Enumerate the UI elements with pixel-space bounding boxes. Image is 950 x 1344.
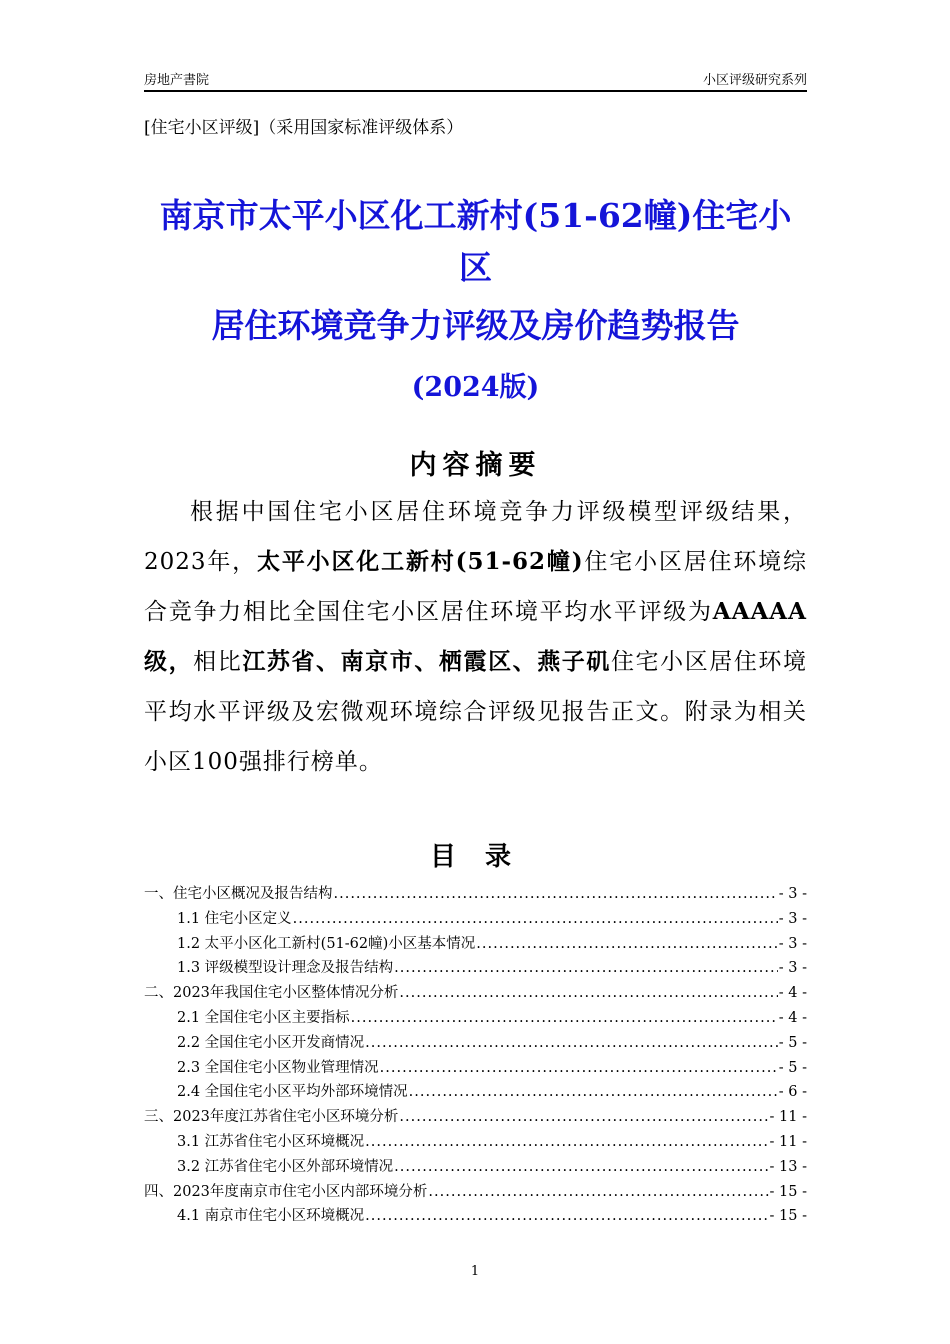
toc-entry-label: 1.2 太平小区化工新村(51-62幢)小区基本情况 — [177, 935, 476, 952]
toc-entry-label: 三、2023年度江苏省住宅小区环境分析 — [144, 1109, 399, 1126]
toc-entry-page: - 4 - — [778, 985, 807, 1002]
abstract-heading: 内容摘要 — [409, 450, 542, 481]
page-number: 1 — [470, 1264, 480, 1279]
toc-leader-dots — [334, 882, 778, 907]
toc-leader-dots — [428, 1180, 768, 1205]
abstract-community-name: 太平小区化工新村(51-62幢) — [257, 548, 584, 575]
toc-entry-label: 1.3 评级模型设计理念及报告结构 — [177, 960, 394, 977]
toc-leader-dots — [365, 1130, 768, 1155]
toc-entry-label: 2.1 全国住宅小区主要指标 — [177, 1009, 350, 1026]
toc-leader-dots — [409, 1080, 778, 1105]
toc-entry[interactable] — [144, 1105, 807, 1130]
abstract-rating: AAAAA级， — [144, 598, 807, 675]
toc-leader-dots — [293, 907, 778, 932]
toc-entry-label: 2.3 全国住宅小区物业管理情况 — [177, 1059, 379, 1076]
header-publisher: 房地产書院 — [144, 73, 210, 88]
toc-entry-label: 2.4 全国住宅小区平均外部环境情况 — [177, 1084, 408, 1101]
report-title-line2: 居住环境竞争力评级及房价趋势报告 — [211, 306, 740, 345]
toc-entry-page: - 15 - — [769, 1208, 807, 1225]
toc-leader-dots — [399, 1105, 768, 1130]
page-header — [144, 66, 807, 92]
header-series: 小区评级研究系列 — [702, 73, 807, 88]
toc-leader-dots — [476, 932, 777, 957]
abstract-text: 住宅小区居住环境平均水平评级及宏微观环境综合评级见报告正文。附录为相关小区100强排行榜单。 — [144, 649, 808, 775]
toc-entry-page: - 3 - — [778, 960, 807, 977]
toc-entry-page: - 11 - — [769, 1109, 807, 1126]
report-edition: (2024版) — [411, 372, 540, 403]
abstract-text: 住宅小区居住环境综合竞争力相比全国住宅小区居住环境平均水平评级为 — [144, 549, 808, 625]
toc-entry-label: 一、住宅小区概况及报告结构 — [144, 886, 333, 902]
toc-entry[interactable] — [144, 1155, 807, 1180]
toc-leader-dots — [365, 1031, 778, 1056]
toc-entry-page: - 3 - — [778, 935, 807, 952]
report-title-line1: 南京市太平小区化工新村(51-62幢)住宅小区 — [159, 196, 792, 287]
toc-entry-page: - 5 - — [778, 1034, 807, 1051]
toc-entry-label: 4.1 南京市住宅小区环境概况 — [177, 1208, 365, 1225]
toc-entry-label: 1.1 住宅小区定义 — [177, 910, 292, 927]
toc-leader-dots — [394, 956, 778, 981]
toc-entry-page: - 13 - — [769, 1158, 807, 1175]
toc-leader-dots — [351, 1006, 778, 1031]
toc-entry-label: 3.2 江苏省住宅小区外部环境情况 — [177, 1158, 394, 1175]
abstract-text: 根据中国住宅小区居住环境竞争力评级模型评级结果，2023年， — [144, 499, 807, 575]
toc-entry[interactable] — [144, 1080, 807, 1105]
abstract-paragraph — [144, 487, 807, 787]
toc-entry[interactable] — [144, 1006, 807, 1031]
toc-entry-page: - 3 - — [778, 910, 807, 927]
toc-entry[interactable] — [144, 1204, 807, 1229]
toc-leader-dots — [365, 1204, 768, 1229]
abstract-regions: 江苏省、南京市、栖霞区、燕子矶 — [242, 648, 611, 675]
toc-entry[interactable] — [144, 907, 807, 932]
toc-entry[interactable] — [144, 1031, 807, 1056]
toc-entry[interactable] — [144, 981, 807, 1006]
toc-leader-dots — [380, 1056, 778, 1081]
toc-entry-page: - 4 - — [778, 1009, 807, 1026]
toc-entry-page: - 11 - — [769, 1133, 807, 1150]
toc-entry[interactable] — [144, 1056, 807, 1081]
toc-entry-page: - 5 - — [778, 1059, 807, 1076]
toc-entry-label: 2.2 全国住宅小区开发商情况 — [177, 1034, 365, 1051]
toc-leader-dots — [394, 1155, 768, 1180]
abstract-text: 相比 — [193, 649, 243, 675]
toc-entry[interactable] — [144, 882, 807, 907]
rating-tag-line: [住宅小区评级]（采用国家标准评级体系） — [144, 118, 464, 138]
toc-entry-label: 3.1 江苏省住宅小区环境概况 — [177, 1133, 365, 1150]
toc-entry-label: 二、2023年我国住宅小区整体情况分析 — [144, 985, 399, 1002]
table-of-contents — [144, 882, 807, 1229]
toc-heading: 目 录 — [429, 842, 522, 872]
toc-leader-dots — [399, 981, 777, 1006]
toc-entry[interactable] — [144, 956, 807, 981]
toc-entry-page: - 3 - — [778, 886, 807, 902]
toc-entry[interactable] — [144, 1130, 807, 1155]
toc-entry-page: - 6 - — [778, 1084, 807, 1101]
toc-entry-page: - 15 - — [769, 1183, 807, 1200]
toc-entry-label: 四、2023年度南京市住宅小区内部环境分析 — [144, 1183, 428, 1200]
toc-entry[interactable] — [144, 932, 807, 957]
toc-entry[interactable] — [144, 1180, 807, 1205]
